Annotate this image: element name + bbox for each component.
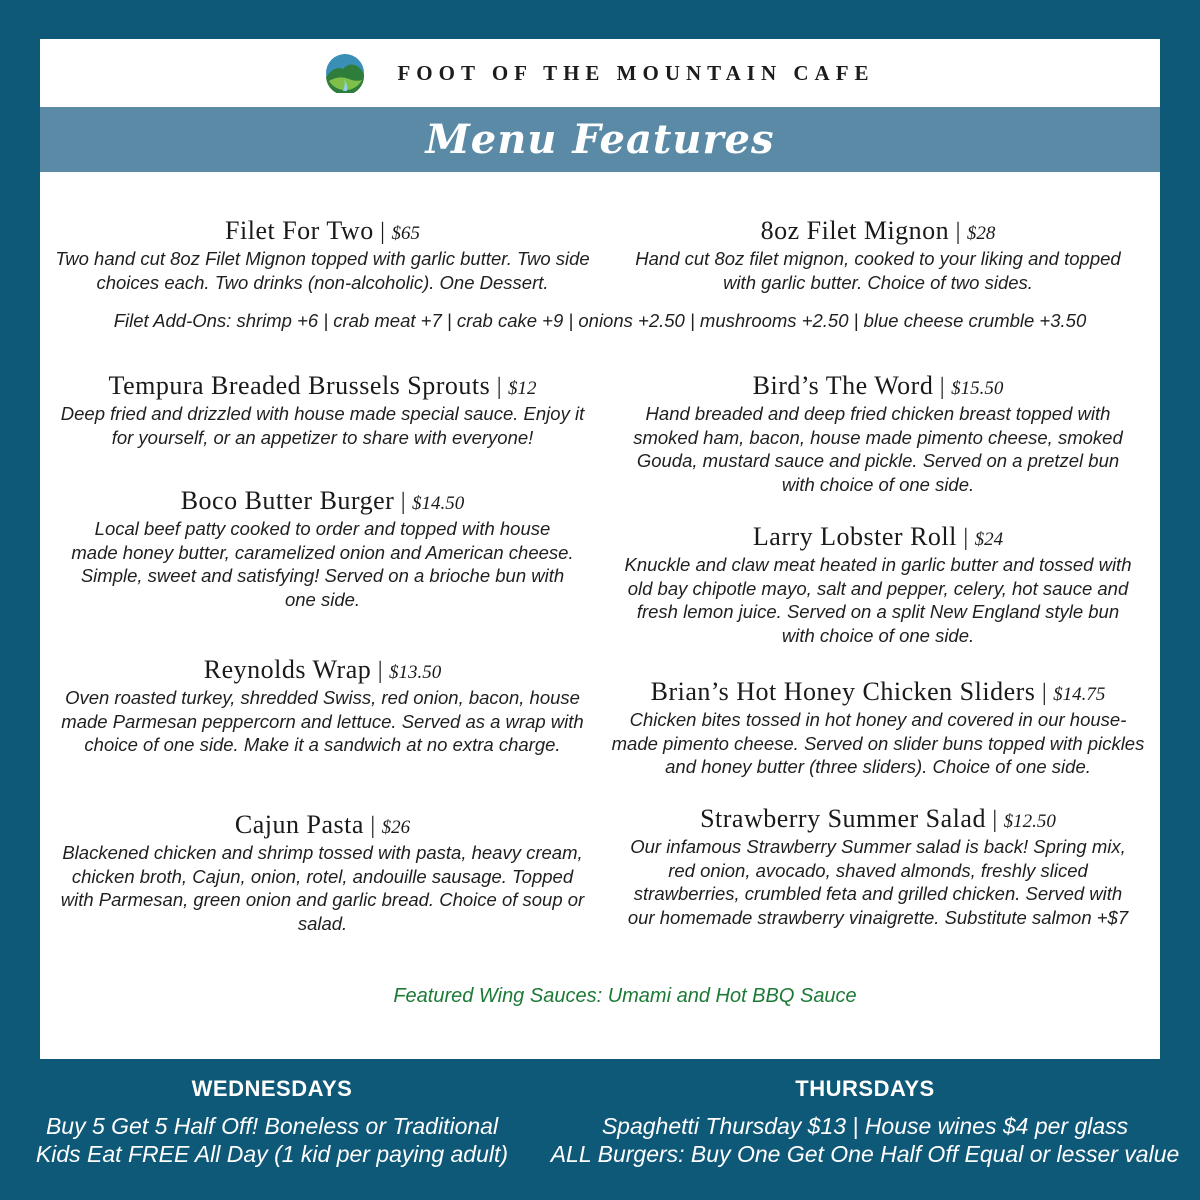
item-name: Bird’s The Word bbox=[752, 371, 934, 400]
menu-item-lobster-roll bbox=[618, 523, 1138, 647]
item-name: Strawberry Summer Salad bbox=[700, 804, 986, 833]
item-name: Larry Lobster Roll bbox=[752, 522, 957, 551]
item-separator: | bbox=[380, 219, 385, 245]
wednesdays-line-2: Kids Eat FREE All Day (1 kid per paying adult) bbox=[35, 1141, 509, 1167]
thursdays-title: THURSDAYS bbox=[795, 1076, 935, 1101]
item-description: Local beef patty cooked to order and topped with house made honey butter, caramelized onion and American cheese. Simple, sweet and satisfying! Served on a brioche bun with one side. bbox=[71, 518, 574, 610]
wednesdays-specials bbox=[22, 1076, 522, 1168]
item-separator: | bbox=[992, 807, 998, 833]
item-description: Hand breaded and deep fried chicken breast topped with smoked ham, bacon, house made pimento cheese, smoked Gouda, mustard sauce and pickle. Served on a pretzel bun with choice of one side. bbox=[633, 403, 1123, 495]
wednesdays-line-1: Buy 5 Get 5 Half Off! Boneless or Traditional bbox=[45, 1113, 499, 1139]
wednesdays-title: WEDNESDAYS bbox=[191, 1076, 353, 1101]
item-price: $12 bbox=[507, 378, 537, 399]
item-name: Brian’s Hot Honey Chicken Sliders bbox=[650, 677, 1036, 706]
filet-add-ons: Filet Add-Ons: shrimp +6 | crab meat +7 | crab cake +9 | onions +2.50 | mushrooms +2.50 | blue cheese crumble +3.50 bbox=[113, 310, 1087, 331]
item-price: $14.75 bbox=[1053, 684, 1106, 705]
page-title: Menu Features bbox=[425, 116, 775, 163]
thursdays-line-1: Spaghetti Thursday $13 | House wines $4 per glass bbox=[601, 1113, 1129, 1139]
item-separator: | bbox=[955, 219, 961, 245]
menu-item-brussels-sprouts bbox=[54, 372, 591, 449]
item-description: Oven roasted turkey, shredded Swiss, red onion, bacon, house made Parmesan peppercorn and lettuce. Served as a wrap with choice of one side. Make it a sandwich at no extra charge. bbox=[61, 687, 584, 755]
menu-item-reynolds-wrap bbox=[54, 656, 591, 757]
item-separator: | bbox=[963, 525, 969, 551]
header bbox=[40, 39, 1160, 107]
item-description: Our infamous Strawberry Summer salad is back! Spring mix, red onion, avocado, shaved almonds, freshly sliced strawberries, crumbled feta and grilled chicken. Served with our homemade strawberry vinaigrette. Substitute salmon +$7 bbox=[627, 836, 1129, 928]
item-name: Cajun Pasta bbox=[234, 810, 364, 839]
menu-item-boco-butter-burger bbox=[70, 487, 575, 611]
item-price: $65 bbox=[391, 223, 420, 244]
item-name: 8oz Filet Mignon bbox=[760, 216, 950, 245]
item-price: $12.50 bbox=[1003, 811, 1056, 832]
item-description: Two hand cut 8oz Filet Mignon topped with garlic butter. Two side choices each. Two drinks (non-alcoholic). One Dessert. bbox=[55, 248, 590, 293]
item-price: $28 bbox=[966, 223, 996, 244]
item-separator: | bbox=[370, 813, 376, 839]
item-name: Filet For Two bbox=[225, 216, 374, 245]
cafe-name: FOOT OF THE MOUNTAIN CAFE bbox=[397, 60, 875, 85]
item-description: Deep fried and drizzled with house made special sauce. Enjoy it for yourself, or an appetizer to share with everyone! bbox=[60, 403, 585, 448]
banner bbox=[40, 107, 1160, 172]
item-description: Blackened chicken and shrimp tossed with pasta, heavy cream, chicken broth, Cajun, onion, rotel, andouille sausage. Topped with Parmesan, green onion and garlic bread. Choice of soup or salad. bbox=[60, 842, 585, 934]
item-description: Hand cut 8oz filet mignon, cooked to your liking and topped with garlic butter. Choice of two sides. bbox=[635, 248, 1121, 293]
item-name: Tempura Breaded Brussels Sprouts bbox=[108, 371, 491, 400]
menu-item-chicken-sliders bbox=[608, 678, 1148, 779]
thursdays-specials bbox=[540, 1076, 1190, 1168]
item-price: $13.50 bbox=[388, 662, 442, 683]
item-separator: | bbox=[400, 489, 406, 515]
featured-wing-sauces: Featured Wing Sauces: Umami and Hot BBQ Sauce bbox=[393, 985, 857, 1007]
item-price: $24 bbox=[974, 529, 1004, 550]
item-price: $15.50 bbox=[951, 378, 1004, 399]
item-description: Knuckle and claw meat heated in garlic butter and tossed with old bay chipotle mayo, salt and pepper, celery, hot sauce and fresh lemon juice. Served on a split New England style bun with choice of one side. bbox=[624, 554, 1132, 646]
menu-item-birds-the-word bbox=[618, 372, 1138, 496]
item-description: Chicken bites tossed in hot honey and covered in our house-made pimento cheese. Served on slider buns topped with pickles and honey butter (three sliders). Choice of one side. bbox=[611, 709, 1145, 777]
item-price: $26 bbox=[381, 817, 411, 838]
menu-card bbox=[40, 39, 1160, 1059]
menu-item-cajun-pasta bbox=[54, 811, 591, 935]
mountain-logo-icon bbox=[325, 53, 365, 93]
item-separator: | bbox=[377, 658, 383, 684]
item-separator: | bbox=[1041, 680, 1047, 706]
menu-item-strawberry-salad bbox=[618, 805, 1138, 929]
item-separator: | bbox=[496, 374, 502, 400]
menu-item-filet-mignon bbox=[618, 217, 1138, 294]
item-name: Boco Butter Burger bbox=[180, 486, 395, 515]
item-name: Reynolds Wrap bbox=[203, 655, 372, 684]
menu-item-filet-for-two bbox=[54, 217, 591, 294]
item-separator: | bbox=[939, 374, 945, 400]
thursdays-line-2: ALL Burgers: Buy One Get One Half Off Equal or lesser value bbox=[550, 1141, 1180, 1167]
item-price: $14.50 bbox=[412, 493, 465, 514]
